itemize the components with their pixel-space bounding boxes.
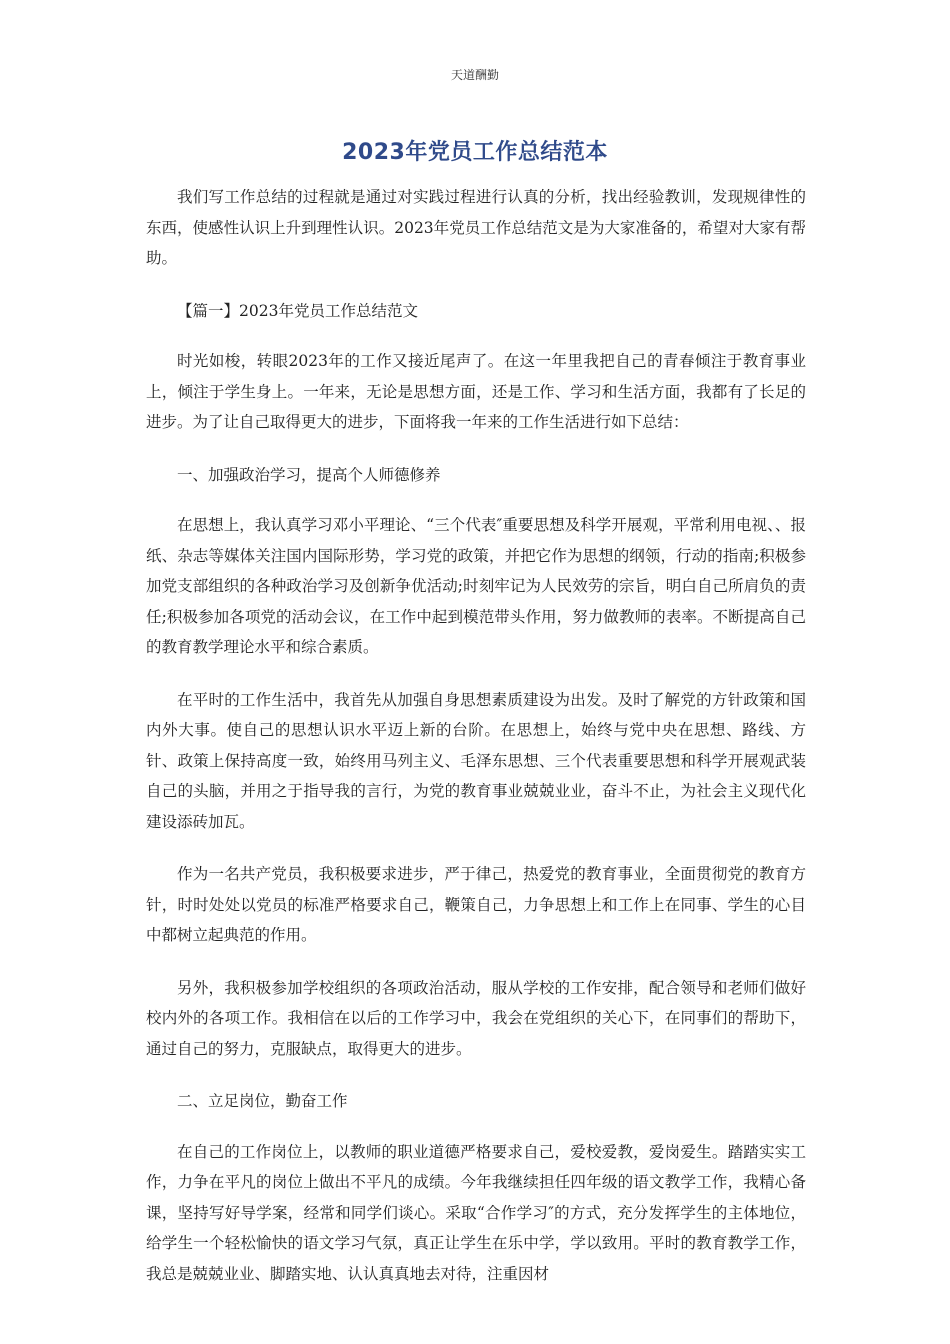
section-label-part-one: 【篇一】2023年党员工作总结范文 — [177, 301, 418, 320]
body-paragraph: 另外，我积极参加学校组织的各项政治活动，服从学校的工作安排，配合领导和老师们做好校内外的各项工作。我相信在以后的工作学习中，我会在党组织的关心下，在同事们的帮助下，通过自己的努力，克服缺点，取得更大的进步。 — [146, 978, 806, 1058]
body-paragraph: 在自己的工作岗位上，以教师的职业道德严格要求自己，爱校爱教，爱岗爱生。踏踏实实工作，力争在平凡的岗位上做出不平凡的成绩。今年我继续担任四年级的语文教学工作，我精心备课，坚持写好导学案，经常和同学们谈心。采取“合作学习″的方式，充分发挥学生的主体地位，给学生一个轻松愉快的语文学习气氛，真正让学生在乐中学，学以致用。平时的教育教学工作，我总是兢兢业业、脚踏实地、认认真真地去对待，注重因材 — [146, 1142, 806, 1283]
document-body — [146, 182, 806, 1311]
section-heading-diligent-work: 二、立足岗位，勤奋工作 — [177, 1092, 348, 1110]
body-paragraph: 在平时的工作生活中，我首先从加强自身思想素质建设为出发。及时了解党的方针政策和国内外大事。使自己的思想认识水平迈上新的台阶。在思想上，始终与党中央在思想、路线、方针、政策上保持高度一致，始终用马列主义、毛泽东思想、三个代表重要思想和科学开展观武装自己的头脑，并用之于指导我的言行，为党的教育事业兢兢业业，奋斗不止，为社会主义现代化建设添砖加瓦。 — [146, 690, 806, 831]
body-paragraph: 时光如梭，转眼2023年的工作又接近尾声了。在这一年里我把自己的青春倾注于教育事业上，倾注于学生身上。一年来，无论是思想方面，还是工作、学习和生活方面，我都有了长足的进步。为了让自己取得更大的进步，下面将我一年来的工作生活进行如下总结： — [146, 352, 806, 431]
body-paragraph: 在思想上，我认真学习邓小平理论、“三个代表″重要思想及科学开展观，平常利用电视、、报纸、杂志等媒体关注国内国际形势，学习党的政策，并把它作为思想的纲领，行动的指南;积极参加党支部组织的各种政治学习及创新争优活动;时刻牢记为人民效劳的宗旨，明白自己所肩负的责任;积极参加各项党的活动会议，在工作中起到模范带头作用，努力做教师的表率。不断提高自己的教育教学理论水平和综合素质。 — [146, 516, 806, 656]
section-heading-political-study: 一、加强政治学习，提高个人师德修养 — [177, 465, 441, 484]
body-paragraph: 作为一名共产党员，我积极要求进步，严于律己，热爱党的教育事业，全面贯彻党的教育方针，时时处处以党员的标准严格要求自己，鞭策自己，力争思想上和工作上在同事、学生的心目中都树立起典范的作用。 — [146, 865, 806, 944]
page-title: 2023年党员工作总结范本 — [342, 140, 608, 165]
page-header: 天道酬勤 — [450, 68, 499, 82]
intro-paragraph: 我们写工作总结的过程就是通过对实践过程进行认真的分析，找出经验教训，发现规律性的东西，使感性认识上升到理性认识。2023年党员工作总结范文是为大家准备的，希望对大家有帮助。 — [146, 188, 806, 267]
